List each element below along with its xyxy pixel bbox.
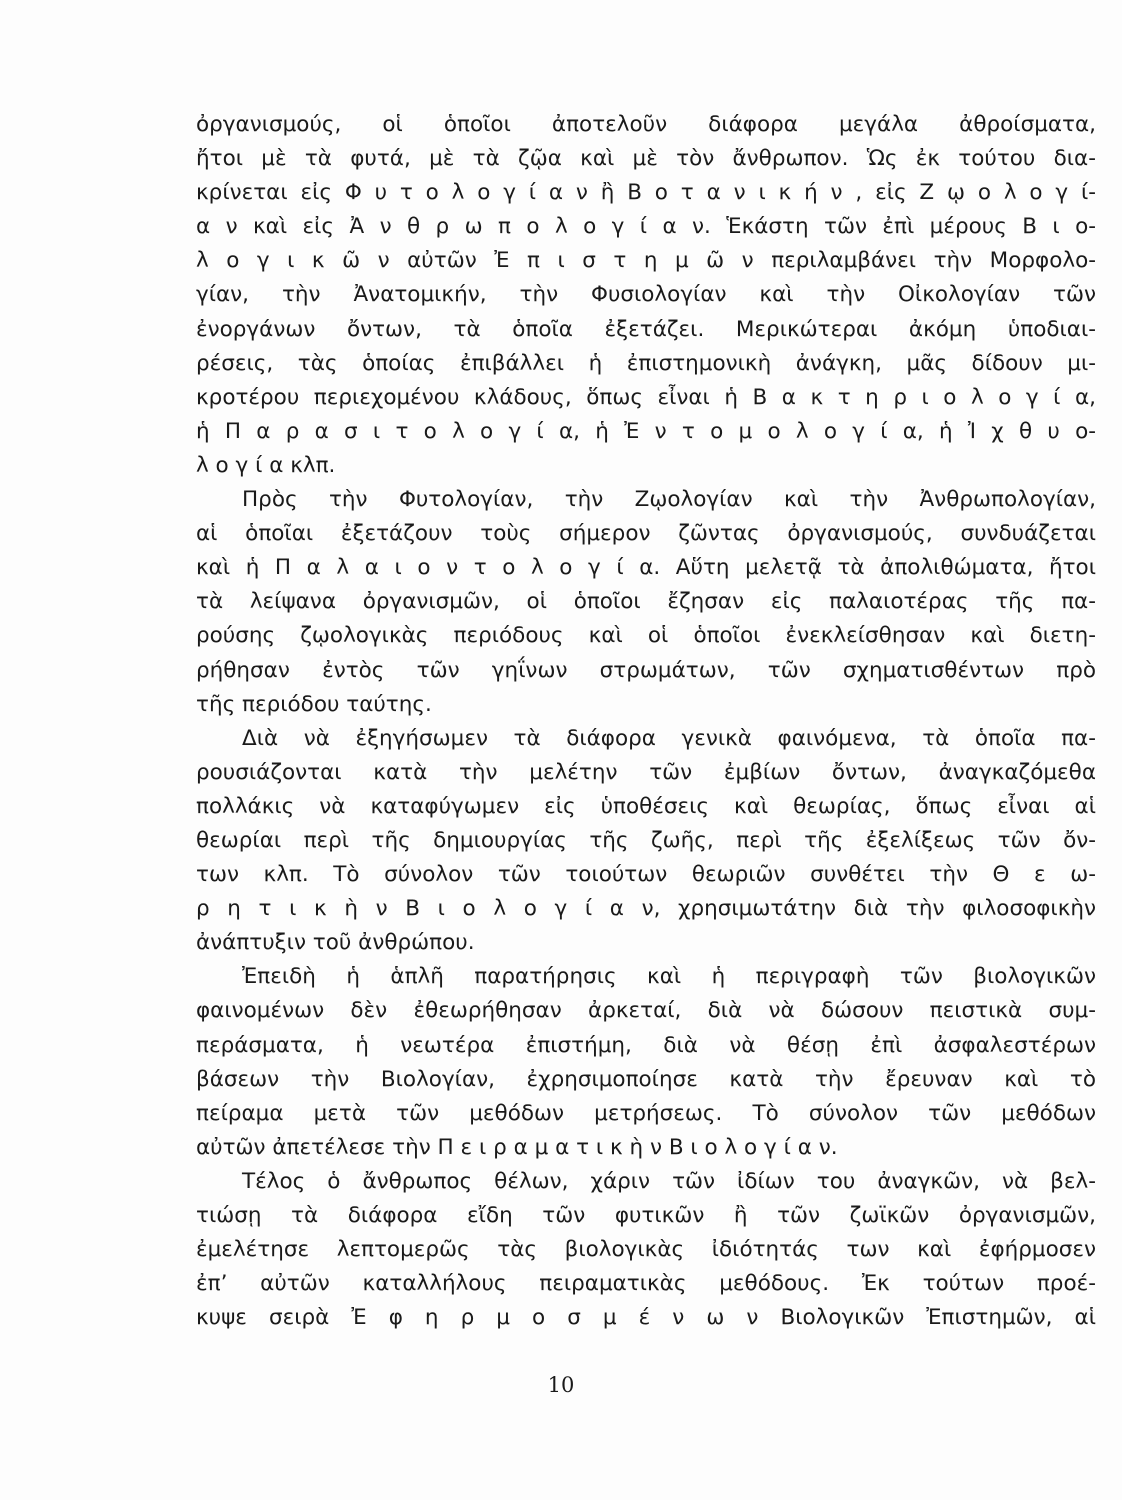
text-line: ρουσιάζονται κατὰ τὴν μελέτην τῶν ἐμβίων ὄντων, ἀναγκαζόμεθα bbox=[196, 759, 1096, 785]
paragraph-3 bbox=[196, 722, 1096, 961]
text-line: ἐμελέτησε λεπτομερῶς τὰς βιολογικὰς ἰδιότητάς των καὶ ἐφήρμοσεν bbox=[196, 1237, 1096, 1263]
text-line: α ν καὶ εἰς Ἀ ν θ ρ ω π ο λ ο γ ί α ν. Ἑκάστη τῶν ἐπὶ μέρους Β ι ο- bbox=[196, 214, 1096, 240]
paragraph-1 bbox=[196, 108, 1096, 483]
text-line: λ ο γ ι κ ῶ ν αὐτῶν Ἐ π ι σ τ η μ ῶ ν περιλαμβάνει τὴν Μορφολο- bbox=[196, 248, 1096, 274]
text-line: κροτέρου περιεχομένου κλάδους, ὅπως εἶναι ἡ Β α κ τ η ρ ι ο λ ο γ ί α, bbox=[196, 384, 1096, 410]
text-line: Τέλος ὁ ἄνθρωπος θέλων, χάριν τῶν ἰδίων του ἀναγκῶν, νὰ βελ- bbox=[242, 1168, 1096, 1194]
text-line: των κλπ. Τὸ σύνολον τῶν τοιούτων θεωριῶν συνθέτει τὴν Θ ε ω- bbox=[196, 862, 1096, 888]
text-line: ἐνοργάνων ὄντων, τὰ ὁποῖα ἐξετάζει. Μερικώτεραι ἀκόμη ὑποδιαι- bbox=[196, 316, 1096, 342]
text-line: ρ η τ ι κ ὴ ν Β ι ο λ ο γ ί α ν, χρησιμωτάτην διὰ τὴν φιλοσοφικὴν bbox=[196, 896, 1096, 922]
text-line: γίαν, τὴν Ἀνατομικήν, τὴν Φυσιολογίαν καὶ τὴν Οἰκολογίαν τῶν bbox=[196, 282, 1096, 308]
text-line: βάσεων τὴν Βιολογίαν, ἐχρησιμοποίησε κατὰ τὴν ἔρευναν καὶ τὸ bbox=[196, 1066, 1096, 1092]
text-line: κρίνεται εἰς Φ υ τ ο λ ο γ ί α ν ἢ Β ο τ α ν ι κ ή ν , εἰς Ζ ῳ ο λ ο γ ί- bbox=[196, 180, 1096, 206]
text-line: αὐτῶν ἀπετέλεσε τὴν Π ε ι ρ α μ α τ ι κ ὴ ν Β ι ο λ ο γ ί α ν. bbox=[196, 1134, 838, 1160]
paragraph-5 bbox=[196, 1165, 1096, 1335]
text-line: κυψε σειρὰ Ἐ φ η ρ μ ο σ μ έ ν ω ν Βιολογικῶν Ἐπιστημῶν, αἱ bbox=[196, 1305, 1096, 1331]
text-line: ἐπ’ αὐτῶν καταλλήλους πειραματικὰς μεθόδους. Ἐκ τούτων προέ- bbox=[196, 1271, 1096, 1297]
text-line: Ἐπειδὴ ἡ ἁπλῆ παρατήρησις καὶ ἡ περιγραφὴ τῶν βιολογικῶν bbox=[242, 964, 1096, 990]
paragraph-2 bbox=[196, 483, 1096, 722]
text-line: ρέσεις, τὰς ὁποίας ἐπιβάλλει ἡ ἐπιστημονικὴ ἀνάγκη, μᾶς δίδουν μι- bbox=[196, 350, 1096, 376]
text-line: Πρὸς τὴν Φυτολογίαν, τὴν Ζῳολογίαν καὶ τὴν Ἀνθρωπολογίαν, bbox=[242, 487, 1096, 513]
text-line: καὶ ἡ Π α λ α ι ο ν τ ο λ ο γ ί α. Αὕτη μελετᾷ τὰ ἀπολιθώματα, ἤτοι bbox=[196, 555, 1096, 581]
text-line: ἤτοι μὲ τὰ φυτά, μὲ τὰ ζῷα καὶ μὲ τὸν ἄνθρωπον. Ὡς ἐκ τούτου δια- bbox=[196, 146, 1096, 172]
paragraph-4 bbox=[196, 960, 1096, 1165]
text-line: τὰ λείψανα ὀργανισμῶν, οἱ ὁποῖοι ἔζησαν εἰς παλαιοτέρας τῆς πα- bbox=[196, 589, 1096, 615]
text-line: ὀργανισμούς, οἱ ὁποῖοι ἀποτελοῦν διάφορα μεγάλα ἀθροίσματα, bbox=[196, 112, 1096, 137]
body-text bbox=[196, 108, 1096, 1335]
text-line: λ ο γ ί α κλπ. bbox=[196, 452, 336, 478]
text-line: τιώσῃ τὰ διάφορα εἴδη τῶν φυτικῶν ἢ τῶν ζωϊκῶν ὀργανισμῶν, bbox=[196, 1203, 1096, 1228]
text-line: ἀνάπτυξιν τοῦ ἀνθρώπου. bbox=[196, 930, 475, 956]
text-line: τῆς περιόδου ταύτης. bbox=[196, 691, 432, 717]
text-line: ρήθησαν ἐντὸς τῶν γηΐνων στρωμάτων, τῶν σχηματισθέντων πρὸ bbox=[196, 657, 1096, 683]
text-line: Διὰ νὰ ἐξηγήσωμεν τὰ διάφορα γενικὰ φαινόμενα, τὰ ὁποῖα πα- bbox=[242, 725, 1096, 751]
text-line: περάσματα, ἡ νεωτέρα ἐπιστήμη, διὰ νὰ θέσῃ ἐπὶ ἀσφαλεστέρων bbox=[196, 1032, 1096, 1058]
text-line: θεωρίαι περὶ τῆς δημιουργίας τῆς ζωῆς, περὶ τῆς ἐξελίξεως τῶν ὄν- bbox=[196, 827, 1096, 853]
text-line: αἱ ὁποῖαι ἐξετάζουν τοὺς σήμερον ζῶντας ὀργανισμούς, συνδυάζεται bbox=[196, 521, 1096, 547]
text-line: πείραμα μετὰ τῶν μεθόδων μετρήσεως. Τὸ σύνολον τῶν μεθόδων bbox=[196, 1100, 1096, 1126]
text-line: ρούσης ζῳολογικὰς περιόδους καὶ οἱ ὁποῖοι ἐνεκλείσθησαν καὶ διετη- bbox=[196, 623, 1096, 649]
text-line: πολλάκις νὰ καταφύγωμεν εἰς ὑποθέσεις καὶ θεωρίας, ὅπως εἶναι αἱ bbox=[196, 793, 1096, 819]
page-number: 10 bbox=[547, 1373, 575, 1397]
text-line: ἡ Π α ρ α σ ι τ ο λ ο γ ί α, ἡ Ἐ ν τ ο μ ο λ ο γ ί α, ἡ Ἰ χ θ υ ο- bbox=[196, 418, 1096, 444]
text-line: φαινομένων δὲν ἐθεωρήθησαν ἀρκεταί, διὰ νὰ δώσουν πειστικὰ συμ- bbox=[196, 998, 1096, 1024]
